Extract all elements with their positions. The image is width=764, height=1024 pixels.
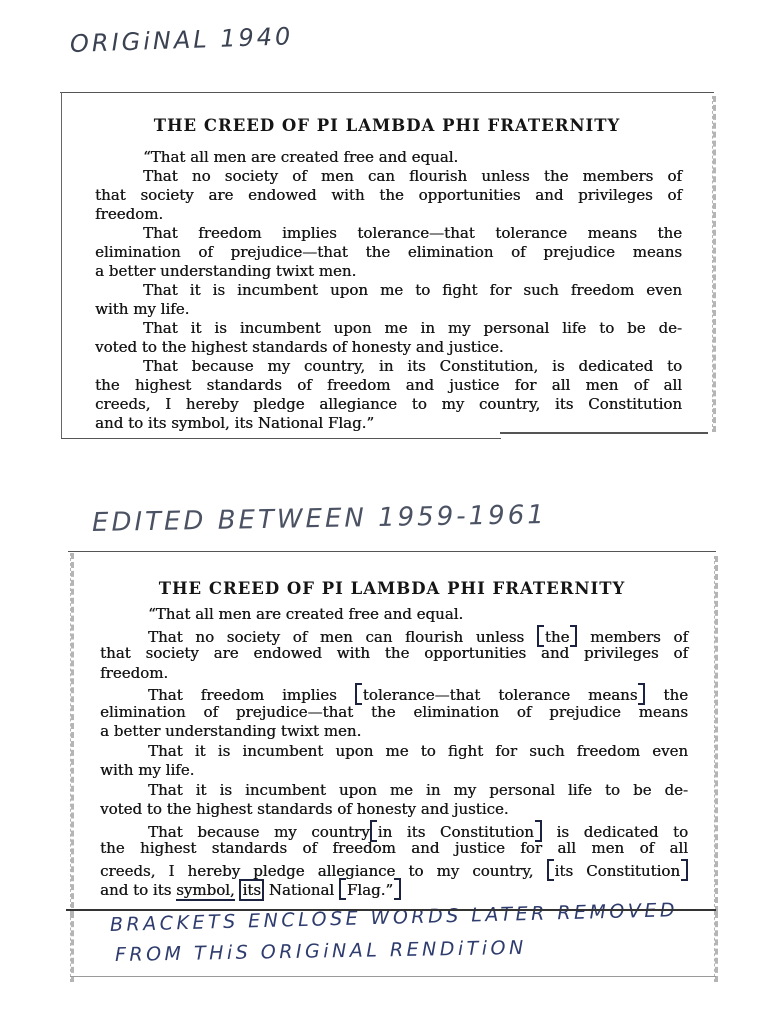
text-line	[100, 820, 688, 840]
bracketed-text	[355, 686, 646, 704]
text-segment: with my life.	[100, 761, 195, 779]
text-line	[100, 664, 688, 684]
text-line: That no society of men can flourish unless the members of	[143, 167, 682, 185]
text-segment: the	[645, 686, 688, 704]
text-line	[100, 722, 688, 742]
text-line: elimination of prejudice—that the elimination of prejudice means	[95, 243, 682, 261]
bracketed-text	[547, 862, 688, 880]
text-segment: voted to the highest standards of honesty and justice.	[100, 800, 509, 818]
bracket-close-mark	[681, 859, 688, 881]
text-line: a better understanding twixt men.	[95, 262, 357, 280]
text-segment: a better understanding twixt men.	[100, 722, 362, 740]
removed-words: Flag.”	[346, 881, 394, 899]
text-line: That freedom implies tolerance—that tolerance means the	[143, 224, 682, 242]
text-line: freedom.	[95, 205, 164, 223]
removed-words: its Constitution	[554, 861, 680, 880]
bracket-open-mark	[547, 859, 554, 881]
text-segment: “That all men are created free and equal.	[148, 605, 464, 623]
text-segment: creeds, I hereby pledge allegiance to my country,	[100, 861, 547, 880]
text-line	[100, 859, 688, 879]
handwritten-note-brackets-line1: BRACKETS ENCLOSE WORDS LATER REMOVED	[109, 899, 679, 936]
text-segment: members of	[577, 627, 688, 646]
text-line	[100, 878, 688, 898]
text-line: creeds, I hereby pledge allegiance to my country, its Constitution	[95, 395, 682, 413]
creed-title-edited: THE CREED OF PI LAMBDA PHI FRATERNITY	[158, 579, 626, 598]
text-segment: freedom.	[100, 663, 169, 682]
note-box-right	[714, 912, 718, 982]
underlined-word: symbol,	[176, 881, 235, 899]
bracketed-text	[370, 823, 542, 841]
clipping-border-bottom	[61, 438, 501, 439]
text-line	[100, 761, 688, 781]
text-segment: That because my country	[148, 822, 370, 841]
bracketed-text	[339, 881, 401, 899]
creed-body	[95, 148, 682, 433]
note-box-left	[70, 912, 74, 982]
text-line: that society are endowed with the opportunities and privileges of	[95, 186, 682, 204]
text-segment: that society are endowed with the opportunities and privileges of	[100, 644, 688, 662]
clipping-border-bottom	[66, 909, 716, 911]
text-line: with my life.	[95, 300, 190, 318]
text-segment: National	[264, 881, 339, 899]
clipping-border-right	[714, 556, 718, 912]
clipping-border-top	[60, 92, 714, 93]
text-line: voted to the highest standards of honesty and justice.	[95, 338, 504, 356]
bracket-close-mark	[394, 878, 401, 900]
text-segment: That it is incumbent upon me to fight for such freedom even	[148, 741, 688, 760]
removed-words: in its Constitution	[377, 822, 534, 841]
text-segment: the highest standards of freedom and justice for all men of all	[100, 839, 688, 857]
text-line	[100, 703, 688, 723]
text-segment: is dedicated to	[541, 822, 689, 841]
text-line: the highest standards of freedom and justice for all men of all	[95, 376, 682, 394]
clipping-border-left	[70, 553, 74, 917]
clipping-border-left	[61, 92, 62, 438]
text-segment: That no society of men can flourish unless	[148, 627, 537, 646]
text-line: That it is incumbent upon me to fight for such freedom even	[143, 281, 682, 299]
clipping-border-top	[68, 551, 716, 552]
note-box-bottom	[70, 976, 716, 977]
removed-words: the	[544, 627, 570, 646]
text-line	[100, 683, 688, 703]
text-segment: and to its	[100, 881, 177, 899]
text-line	[100, 742, 688, 762]
bracket-open-mark	[339, 878, 346, 900]
text-segment: That it is incumbent upon me in my personal life to be de-	[148, 780, 688, 799]
creed-title: THE CREED OF PI LAMBDA PHI FRATERNITY	[153, 116, 621, 135]
text-line	[100, 644, 688, 664]
text-line	[100, 800, 688, 820]
removed-words: tolerance—that tolerance means	[362, 686, 638, 704]
text-line	[100, 839, 688, 859]
text-segment: elimination of prejudice—that the elimination of prejudice means	[100, 702, 688, 721]
creed-body-edited	[100, 605, 688, 898]
text-line: “That all men are created free and equal.	[143, 148, 459, 166]
text-line: That it is incumbent upon me in my personal life to be de-	[143, 319, 682, 337]
text-line: That because my country, in its Constitution, is dedicated to	[143, 357, 682, 375]
bracketed-text	[537, 628, 578, 646]
text-line: and to its symbol, its National Flag.”	[95, 414, 375, 432]
text-line	[100, 605, 688, 625]
clipping-border-right	[712, 96, 716, 432]
handwritten-note-edited: EDITED BETWEEN 1959-1961	[91, 500, 548, 538]
text-line	[100, 781, 688, 801]
boxed-word: its	[239, 879, 264, 901]
text-line	[100, 625, 688, 645]
handwritten-note-original: ORIGiNAL 1940	[69, 22, 294, 58]
handwritten-note-brackets-line2: FROM THiS ORIGiNAL RENDiTiON	[114, 936, 527, 966]
text-segment: That freedom implies	[148, 686, 355, 704]
